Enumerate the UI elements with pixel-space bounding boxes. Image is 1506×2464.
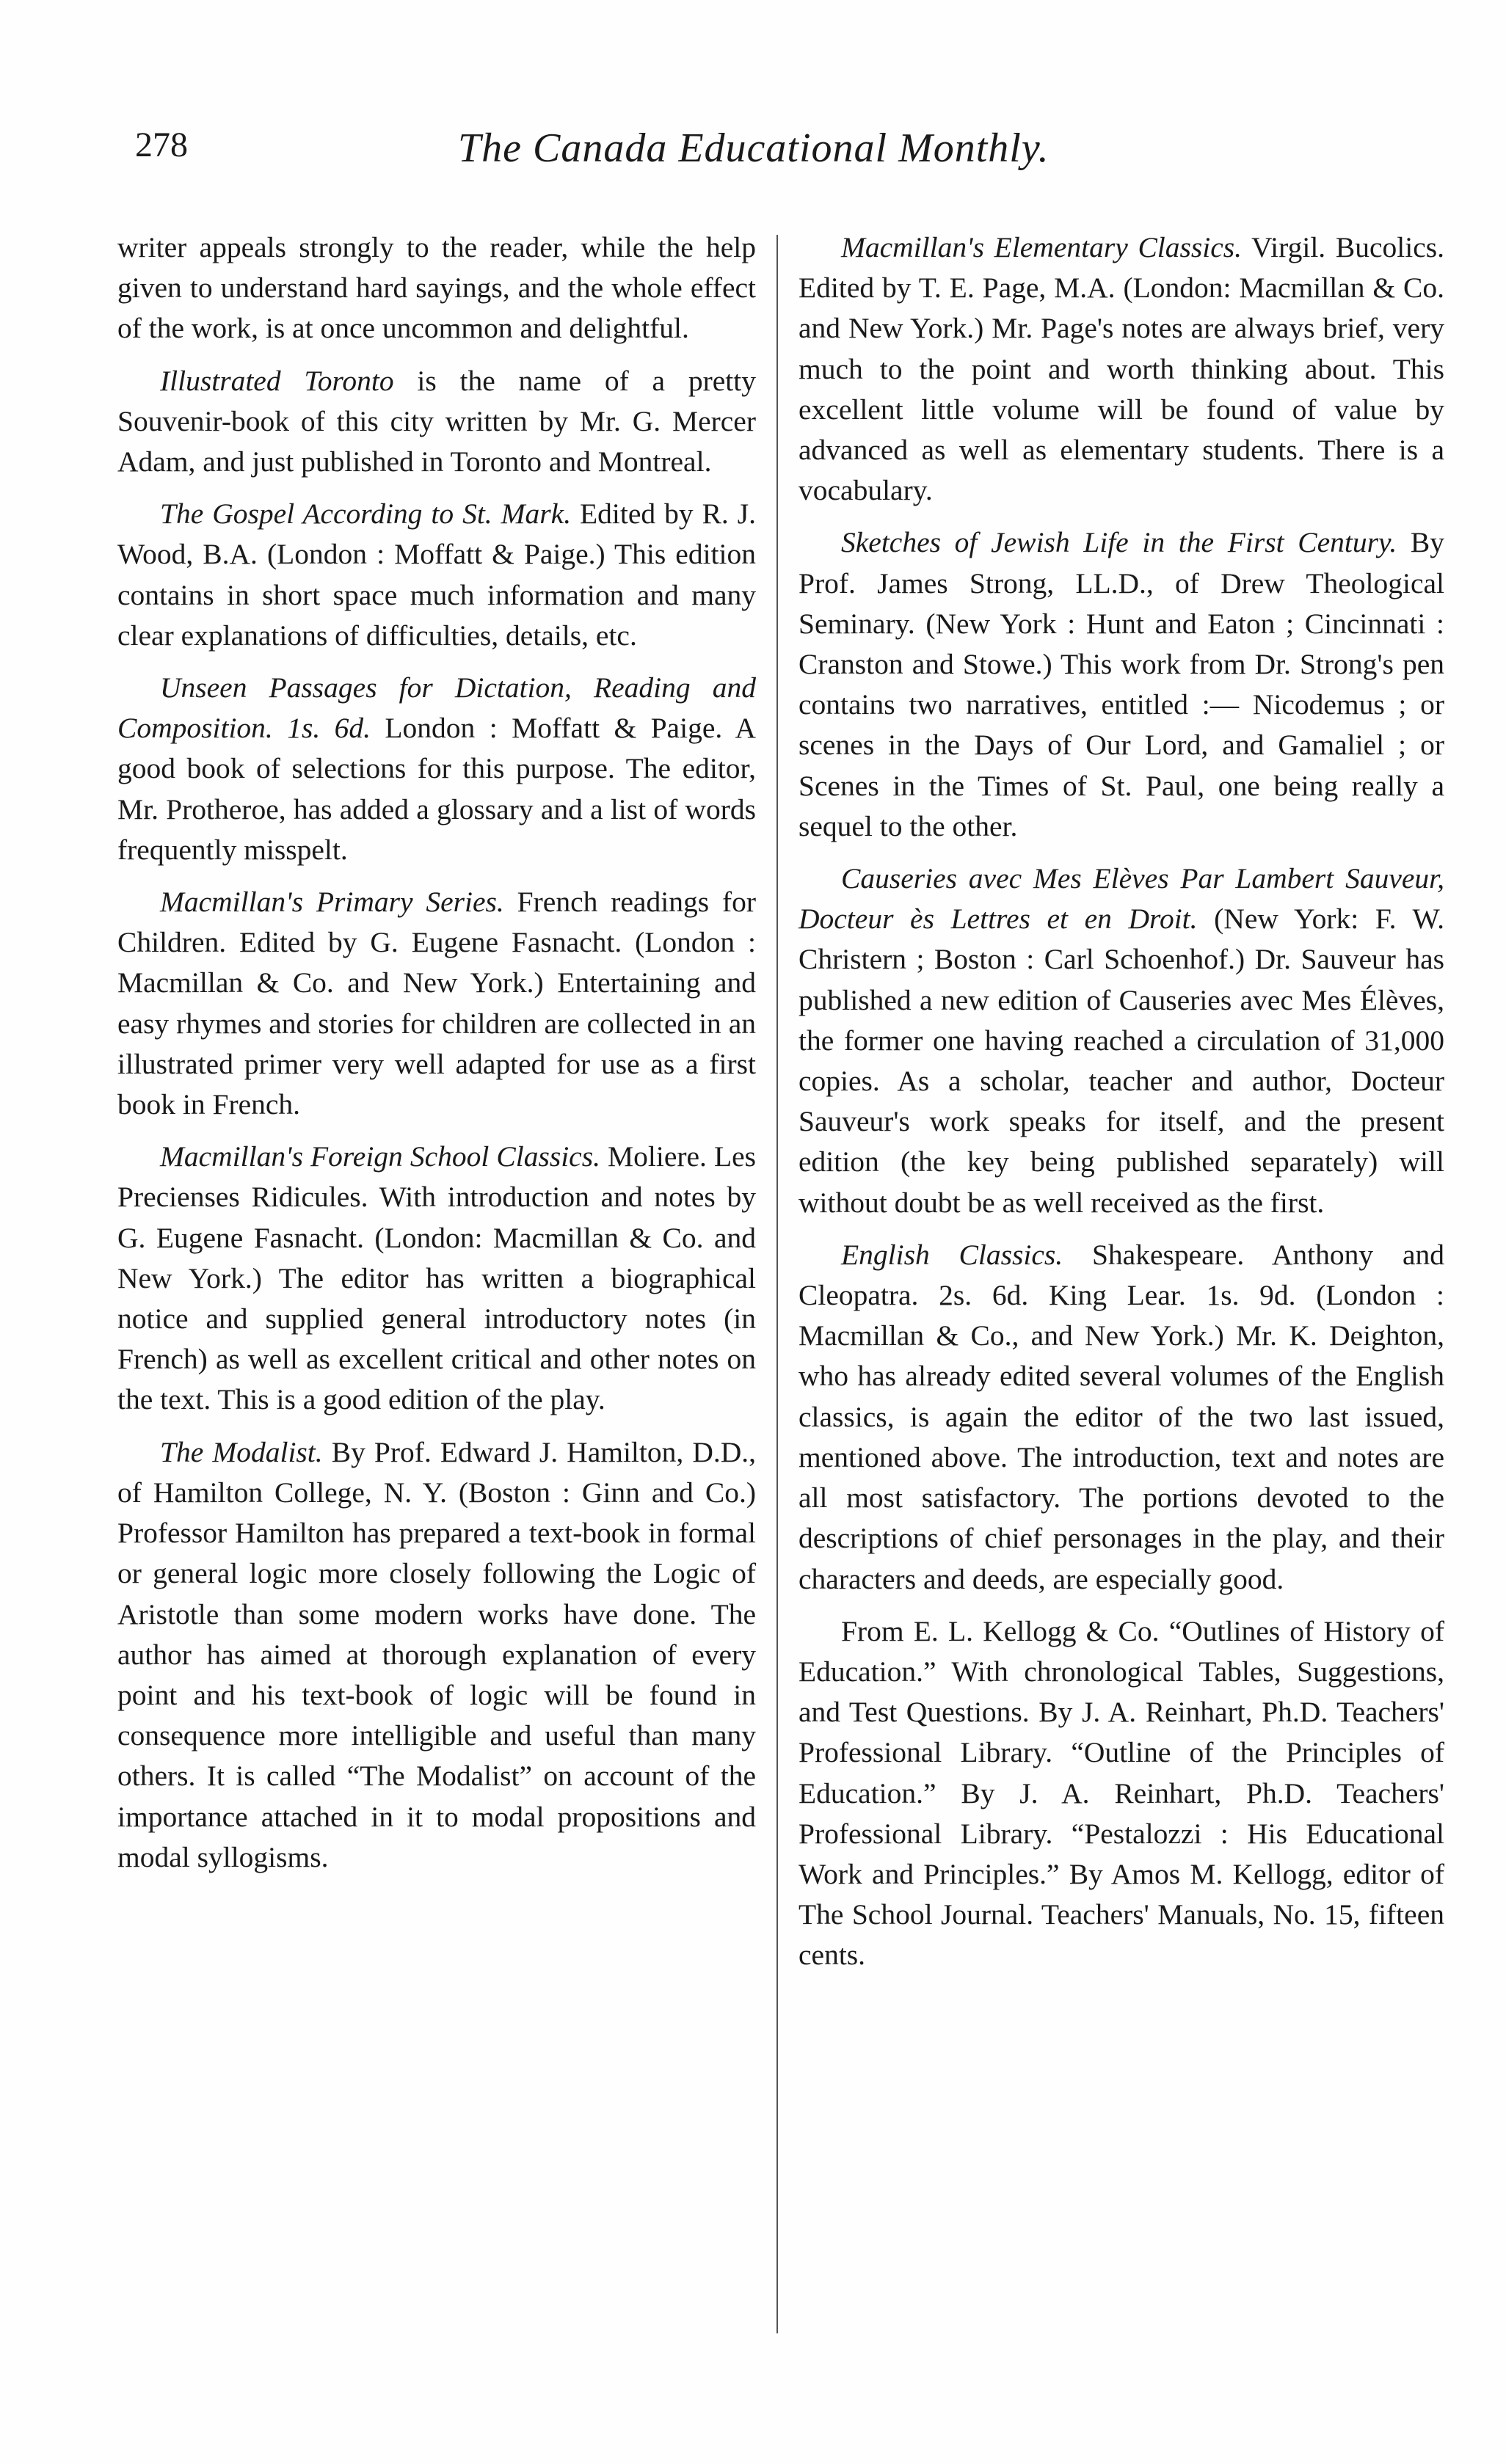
paragraph	[117, 1432, 756, 1878]
paragraph	[799, 1235, 1444, 1600]
paragraph	[117, 227, 756, 349]
paragraph-lead: Macmillan's Elementary Classics.	[841, 231, 1243, 263]
column-divider	[776, 235, 778, 2333]
paragraph	[117, 668, 756, 870]
paragraph-lead: The Gospel According to St. Mark.	[160, 497, 572, 531]
left-column	[117, 227, 756, 1889]
paragraph-lead: English Classics.	[841, 1238, 1063, 1271]
paragraph	[117, 882, 756, 1125]
running-header	[135, 125, 1441, 191]
paragraph-text: Virgil. Bucolics. Edited by T. E. Page, M.A. (London: Macmillan & Co. and New York.) Mr. Page's notes are always brief, very much to the point and worth thinking about. This excellent little volume will be found of value by advanced as well as elementary students. There is a vocabulary.	[799, 231, 1444, 507]
paragraph	[117, 1137, 756, 1420]
paragraph-text: is the name of a pretty Souvenir-book of this city written by Mr. G. Mercer Adam, and just published in Toronto and Montreal.	[117, 364, 756, 478]
paragraph	[799, 859, 1444, 1223]
paragraph-text: From E. L. Kellogg & Co. “Outlines of History of Education.” With chronological Tables, Suggestions, and Test Questions. By J. A. Reinhart, Ph.D. Teachers' Professional Library. “Outline of the Principles of Education.” By J. A. Reinhart, Ph.D. Teachers' Professional Library. “Pestalozzi : His Educational Work and Principles.” By Amos M. Kellogg, editor of The School Journal. Teachers' Manuals, No. 15, fifteen cents.	[799, 1614, 1444, 1972]
paragraph	[799, 522, 1444, 847]
paragraph	[117, 361, 756, 483]
paragraph-lead: Causeries avec Mes Elèves Par Lambert Sauveur, Docteur ès Lettres et en Droit.	[799, 862, 1444, 936]
paragraph-text: Moliere. Les Precienses Ridicules. With introduction and notes by G. Eugene Fasnacht. (London: Macmillan & Co. and New York.) The editor has written a biographical notice and supplied general introductory notes (in French) as well as excellent critical and other notes on the text. This is a good edition of the play.	[117, 1140, 756, 1416]
paragraph-text: Edited by R. J. Wood, B.A. (London : Moffatt & Paige.) This edition contains in short space much information and many clear explanations of difficulties, details, etc.	[117, 497, 756, 652]
paragraph-lead: Unseen Passages for Dictation, Reading and Composition. 1s. 6d.	[117, 671, 756, 745]
paragraph-text: London : Moffatt & Paige. A good book of selections for this purpose. The editor, Mr. Protheroe, has added a glossary and a list of words frequently misspelt.	[117, 712, 756, 866]
paragraph-lead: Macmillan's Foreign School Classics.	[160, 1140, 600, 1173]
paragraph-text: writer appeals strongly to the reader, while the help given to understand hard sayings, and the whole effect of the work, is at once uncommon and delightful.	[117, 231, 756, 345]
page-number: 278	[135, 125, 188, 164]
right-column	[799, 227, 1444, 1988]
paragraph-text: French readings for Children. Edited by G. Eugene Fasnacht. (London : Macmillan & Co. and New York.) Entertaining and easy rhymes and stories for children are collected in an illustrated primer very well adapted for use as a first book in French.	[117, 886, 757, 1121]
paragraph	[117, 494, 756, 656]
paragraph-text: By Prof. James Strong, LL.D., of Drew Theological Seminary. (New York : Hunt and Eaton ; Cincinnati : Cranston and Stowe.) This work from Dr. Strong's pen contains two narratives, entitled :— Nicodemus ; or scenes in the Days of Our Lord, and Gamaliel ; or Scenes in the Times of St. Paul, one being really a sequel to the other.	[799, 526, 1444, 842]
paragraph-lead: Macmillan's Primary Series.	[160, 886, 504, 919]
paragraph-text: Shakespeare. Anthony and Cleopatra. 2s. 6d. King Lear. 1s. 9d. (London : Macmillan & Co., and New York.) Mr. K. Deighton, who has already edited several volumes of the English classics, is again the editor of the two last issued, mentioned above. The introduction, text and notes are all most satisfactory. The portions devoted to the descriptions of chief personages in the play, and their characters and deeds, are especially good.	[799, 1238, 1444, 1595]
paragraph-lead: The Modalist.	[160, 1435, 323, 1468]
paragraph	[799, 227, 1444, 511]
paragraph-lead: Illustrated Toronto	[160, 364, 394, 397]
paragraph	[799, 1611, 1444, 1976]
running-title: The Canada Educational Monthly.	[458, 125, 1050, 171]
paragraph-text: (New York: F. W. Christern ; Boston : Carl Schoenhof.) Dr. Sauveur has published a new edition of Causeries avec Mes Élèves, the former one having reached a circulation of 31,000 copies. As a scholar, teacher and author, Docteur Sauveur's work speaks for itself, and the present edition (the key being published separately) will without doubt be as well received as the first.	[799, 903, 1444, 1219]
paragraph-text: By Prof. Edward J. Hamilton, D.D., of Hamilton College, N. Y. (Boston : Ginn and Co.) Professor Hamilton has prepared a text-book in formal or general logic more closely following the Logic of Aristotle than some modern works have done. The author has aimed at thorough explanation of every point and his text-book of logic will be found in consequence more intelligible and useful than many others. It is called “The Modalist” on account of the importance attached in it to modal propositions and modal syllogisms.	[117, 1435, 757, 1873]
paragraph-lead: Sketches of Jewish Life in the First Century.	[841, 526, 1397, 559]
